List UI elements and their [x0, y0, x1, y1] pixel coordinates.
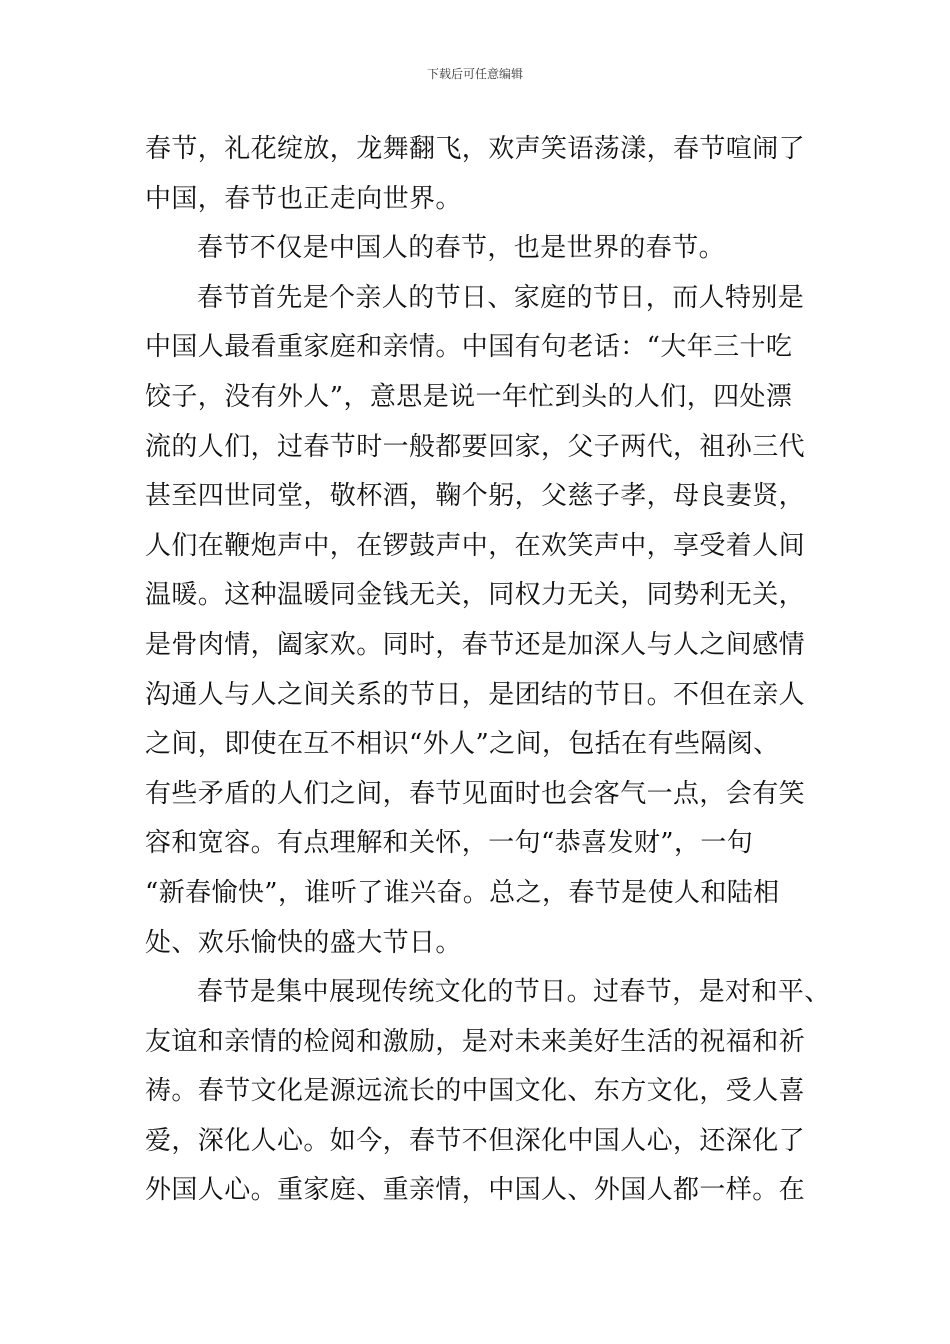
text-line: 中国，春节也正走向世界。	[145, 183, 462, 214]
paragraph-1	[145, 125, 825, 224]
text-line: 中国人最看重家庭和亲情。中国有句老话：“大年三十吃	[145, 332, 793, 363]
text-line: 春节不仅是中国人的春节，也是世界的春节。	[197, 233, 726, 264]
text-line: 友谊和亲情的检阅和激励，是对未来美好生活的祝福和祈	[145, 1026, 806, 1057]
text-line: 之间，即使在互不相识“外人”之间，包括在有些隔阂、	[145, 729, 780, 760]
text-line: 是骨肉情，阖家欢。同时，春节还是加深人与人之间感情	[145, 629, 806, 660]
text-line: 春节首先是个亲人的节日、家庭的节日，而人特别是	[197, 282, 805, 313]
text-line: 处、欢乐愉快的盛大节日。	[145, 927, 462, 958]
text-line: 容和宽容。有点理解和关怀，一句“恭喜发财”，一句	[145, 828, 754, 859]
paragraph-2	[145, 224, 825, 274]
paragraph-4	[145, 968, 831, 1216]
page-header: 下载后可任意编辑	[426, 67, 523, 81]
text-line: 温暖。这种温暖同金钱无关，同权力无关，同势利无关，	[145, 580, 806, 611]
text-line: 饺子，没有外人”，意思是说一年忙到头的人们，四处漂	[145, 381, 793, 412]
text-line: 爱，深化人心。如今，春节不但深化中国人心，还深化了	[145, 1125, 806, 1156]
text-line: 甚至四世同堂，敬杯酒，鞠个躬，父慈子孝，母良妻贤，	[145, 481, 806, 512]
text-line: 外国人心。重家庭、重亲情，中国人、外国人都一样。在	[145, 1175, 806, 1206]
paragraph-3	[145, 274, 825, 968]
text-line: 春节，礼花绽放，龙舞翻飞，欢声笑语荡漾，春节喧闹了	[145, 134, 806, 164]
text-line: “新春愉快”，谁听了谁兴奋。总之，春节是使人和陆相	[145, 877, 780, 908]
text-line: 流的人们，过春节时一般都要回家，父子两代，祖孙三代	[145, 431, 806, 462]
document-body	[145, 125, 831, 1216]
text-line: 有些矛盾的人们之间，春节见面时也会客气一点，会有笑	[145, 778, 806, 809]
text-line: 春节是集中展现传统文化的节日。过春节，是对和平、	[197, 977, 831, 1008]
text-line: 祷。春节文化是源远流长的中国文化、东方文化，受人喜	[145, 1076, 806, 1107]
text-line: 人们在鞭炮声中，在锣鼓声中，在欢笑声中，享受着人间	[145, 530, 806, 561]
text-line: 沟通人与人之间关系的节日，是团结的节日。不但在亲人	[145, 679, 806, 710]
